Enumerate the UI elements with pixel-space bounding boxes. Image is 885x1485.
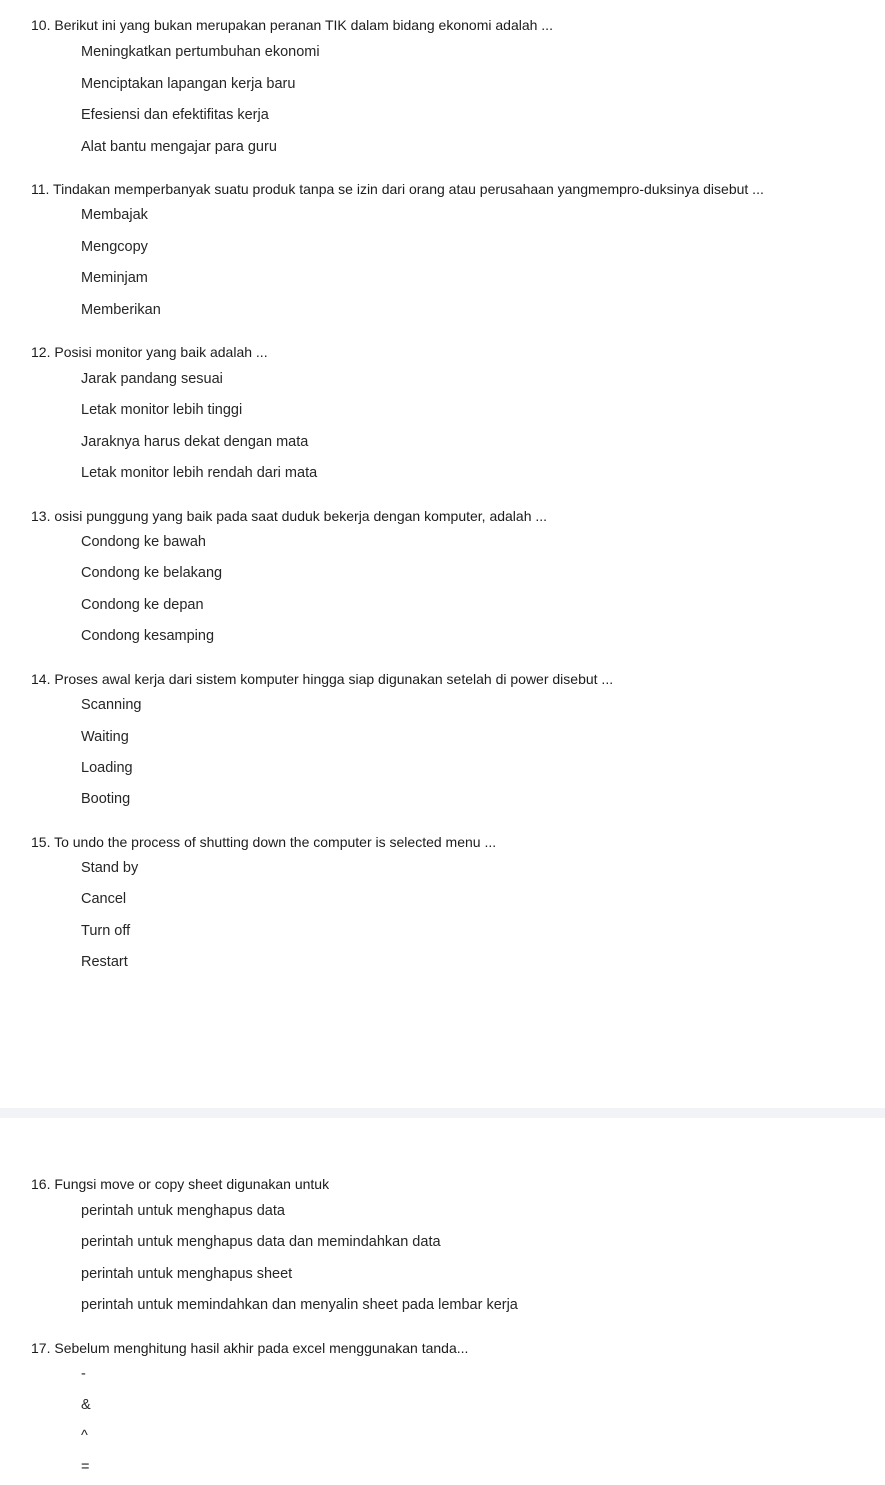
answer-option[interactable]: Letak monitor lebih tinggi [81,402,243,418]
answer-option[interactable]: = [81,1459,90,1475]
answer-option[interactable]: Loading [81,760,133,776]
section-divider [0,1108,885,1118]
answer-option[interactable]: Alat bantu mengajar para guru [81,139,277,155]
question-text: 16. Fungsi move or copy sheet digunakan untuk [31,1176,330,1192]
answer-option[interactable]: Restart [81,954,128,970]
question-text: 15. To undo the process of shutting down the computer is selected menu ... [31,834,497,850]
answer-option[interactable]: Memberikan [81,302,161,318]
answer-option[interactable]: Waiting [81,729,129,745]
answer-option[interactable]: perintah untuk menghapus sheet [81,1266,293,1282]
answer-option[interactable]: Stand by [81,860,139,876]
answer-option[interactable]: Cancel [81,891,127,907]
answer-option[interactable]: Condong ke belakang [81,565,223,581]
answer-option[interactable]: Mengcopy [81,239,148,255]
answer-option[interactable]: Membajak [81,207,148,223]
answer-option[interactable]: Scanning [81,697,142,713]
answer-option[interactable]: perintah untuk memindahkan dan menyalin sheet pada lembar kerja [81,1297,518,1313]
answer-option[interactable]: Condong kesamping [81,628,215,644]
answer-option[interactable]: Turn off [81,923,131,939]
question-text: 11. Tindakan memperbanyak suatu produk tanpa se izin dari orang atau perusahaan yangmempro-duksinya disebut ... [31,181,764,197]
answer-option[interactable]: Efesiensi dan efektifitas kerja [81,107,269,123]
question-text: 12. Posisi monitor yang baik adalah ... [31,344,268,360]
answer-option[interactable]: Condong ke bawah [81,534,206,550]
answer-option[interactable]: Booting [81,791,131,807]
answer-option[interactable]: ^ [81,1428,88,1444]
answer-option[interactable]: Menciptakan lapangan kerja baru [81,76,296,92]
answer-option[interactable]: Letak monitor lebih rendah dari mata [81,465,318,481]
question-text: 14. Proses awal kerja dari sistem komputer hingga siap digunakan setelah di power disebut ... [31,671,614,687]
answer-option[interactable]: Condong ke depan [81,597,204,613]
answer-option[interactable]: Jaraknya harus dekat dengan mata [81,434,309,450]
answer-option[interactable]: & [81,1397,91,1413]
question-text: 10. Berikut ini yang bukan merupakan peranan TIK dalam bidang ekonomi adalah ... [31,17,553,33]
answer-option[interactable]: perintah untuk menghapus data dan memindahkan data [81,1234,441,1250]
answer-option[interactable]: Meminjam [81,270,148,286]
answer-option[interactable]: Meningkatkan pertumbuhan ekonomi [81,44,320,60]
answer-option[interactable]: Jarak pandang sesuai [81,371,223,387]
answer-option[interactable]: - [81,1366,86,1382]
answer-option[interactable]: perintah untuk menghapus data [81,1203,285,1219]
question-text: 13. osisi punggung yang baik pada saat duduk bekerja dengan komputer, adalah ... [31,508,548,524]
question-text: 17. Sebelum menghitung hasil akhir pada excel menggunakan tanda... [31,1340,469,1356]
